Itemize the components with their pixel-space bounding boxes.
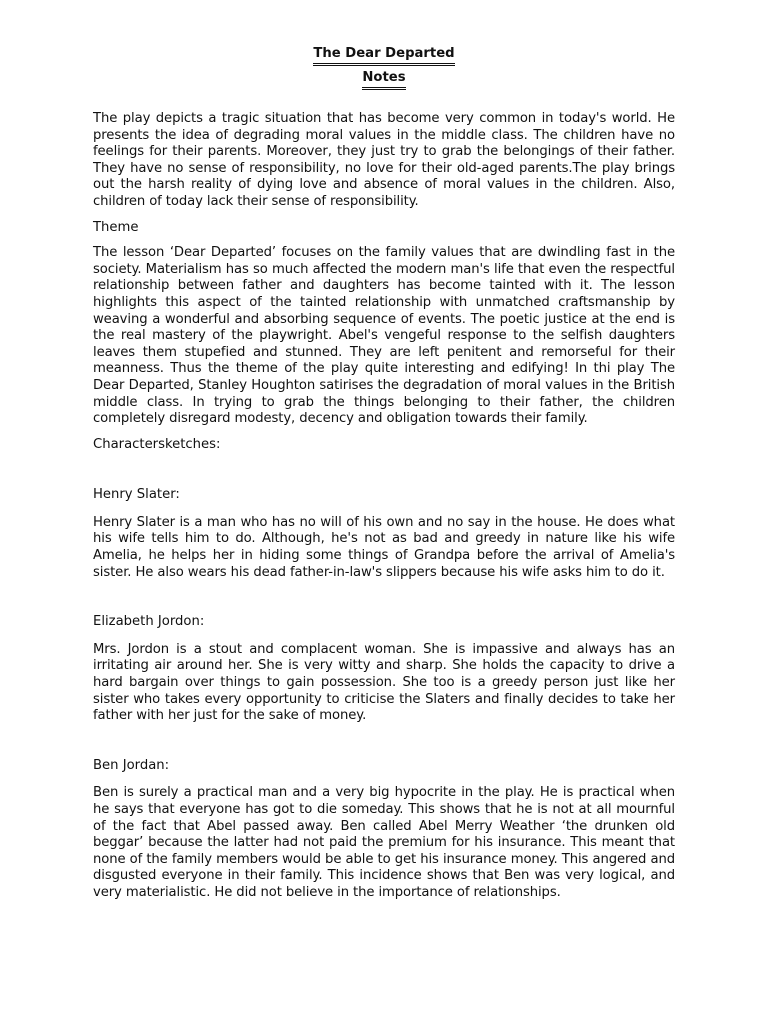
theme-heading: Theme [93,219,139,235]
theme-paragraph: The lesson ‘Dear Departed’ focuses on the family values that are dwindling fast in the society. Materialism has so much affected the modern man's life that even the respectful relationship between father and daughters has become tainted with it. The lesson highlights this aspect of the tainted relationship with unmatched craftsmanship by weaving a wonderful and absorbing sequence of events. The poetic justice at the end is the real mastery of the playwright. Abel's vengeful response to the selfish daughters leaves them stupefied and stunned. They are left penitent and remorseful for their meanness. Thus the theme of the play quite interesting and edifying! In thi play The Dear Departed, Stanley Houghton satirises the degradation of moral values in the British middle class. In trying to grab the things belonging to their father, the children completely disregard modesty, decency and obligation towards their family. [93,245,675,427]
character-name-ben-jordan: Ben Jordan: [93,757,170,773]
character-name-henry-slater: Henry Slater: [93,487,180,503]
document-title: The Dear Departed [313,46,454,66]
intro-paragraph: The play depicts a tragic situation that has become very common in today's world. He presents the idea of degrading moral values in the middle class. The children have no feelings for their parents. Moreover, they just try to grab the belongings of their father. They have no sense of responsibility, no love for their old-aged parents.The play brings out the harsh reality of dying love and absence of moral values in the children. Also, children of today lack their sense of responsibility. [93,111,675,209]
title-block [93,42,675,90]
document-subtitle: Notes [362,70,405,90]
character-sketch-elizabeth-jordon: Mrs. Jordon is a stout and complacent woman. She is impassive and always has an irritating air around her. She is very witty and sharp. She holds the capacity to drive a hard bargain over things to gain possession. She too is a greedy person just like her sister who takes every opportunity to criticise the Slaters and finally decides to take her father with her just for the sake of money. [93,641,675,724]
character-sketches-heading: Charactersketches: [93,436,221,452]
character-sketch-henry-slater: Henry Slater is a man who has no will of his own and no say in the house. He does what his wife tells him to do. Although, he's not as bad and greedy in nature like his wife Amelia, he helps her in hiding some things of Grandpa before the arrival of Amelia's sister. He also wears his dead father-in-law's slippers because his wife asks him to do it. [93,514,675,580]
character-sketch-ben-jordan: Ben is surely a practical man and a very big hypocrite in the play. He is practical when he says that everyone has got to die someday. This shows that he is not at all mournful of the fact that Abel passed away. Ben called Abel Merry Weather ‘the drunken old beggar’ because the latter had not paid the premium for his insurance. This meant that none of the family members would be able to get his insurance money. This angered and disgusted everyone in their family. This incidence shows that Ben was very logical, and very materialistic. He did not believe in the importance of relationships. [93,785,675,900]
character-name-elizabeth-jordon: Elizabeth Jordon: [93,614,205,630]
